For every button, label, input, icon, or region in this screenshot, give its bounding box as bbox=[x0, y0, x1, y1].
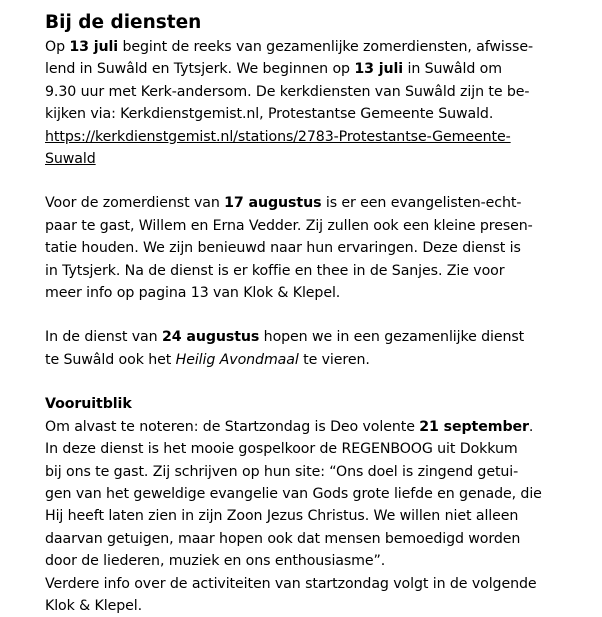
paragraph-gap bbox=[45, 371, 565, 393]
text-line bbox=[45, 36, 565, 58]
text-span: In de dienst van bbox=[45, 329, 162, 346]
date-21-september: 21 september bbox=[419, 418, 529, 435]
date-17-augustus: 17 augustus bbox=[224, 195, 322, 212]
text-line: in Tytsjerk. Na de dienst is er koffie en thee in de Sanjes. Zie voor bbox=[45, 262, 505, 279]
link-text[interactable]: Suwald bbox=[45, 151, 96, 168]
text-span: Om alvast te noteren: de Startzondag is Deo volente bbox=[45, 418, 420, 435]
text-line bbox=[45, 416, 565, 438]
text-line: Verdere info over de activiteiten van startzondag volgt in de volgende bbox=[45, 575, 537, 592]
section-heading: Vooruitblik bbox=[45, 396, 132, 413]
text-line: gen van het geweldige evangelie van Gods grote liefde en genade, die bbox=[45, 485, 542, 502]
text-span: is er een evangelisten-echt- bbox=[321, 195, 522, 212]
section-vooruitblik bbox=[45, 393, 565, 617]
date-13-juli: 13 juli bbox=[69, 39, 119, 55]
text-line: kijken via: Kerkdienstgemist.nl, Protestantse Gemeente Suwald. bbox=[45, 106, 494, 123]
heilig-avondmaal: Heilig Avondmaal bbox=[175, 351, 299, 368]
text-span: lend in Suwâld en Tytsjerk. We beginnen op bbox=[45, 61, 355, 78]
text-line bbox=[45, 349, 565, 371]
text-line bbox=[45, 326, 565, 348]
date-24-augustus: 24 augustus bbox=[161, 329, 260, 346]
paragraph-gap bbox=[45, 170, 565, 192]
text-line bbox=[45, 192, 565, 214]
text-span: te Suwâld ook het bbox=[45, 351, 176, 368]
paragraph-diensten bbox=[45, 36, 565, 170]
text-span: begint de reeks van gezamenlijke zomerdiensten, afwisse- bbox=[118, 39, 533, 55]
text-line bbox=[45, 58, 565, 80]
text-span: . bbox=[528, 418, 534, 435]
paragraph-zomerdienst bbox=[45, 192, 565, 304]
text-span: in Suwâld om bbox=[403, 61, 502, 78]
article bbox=[45, 10, 565, 617]
link-text[interactable]: https://kerkdienstgemist.nl/stations/2783-Protestantse-Gemeente- bbox=[45, 128, 511, 145]
article-title: Bij de diensten bbox=[45, 12, 202, 33]
text-line: daarvan getuigen, maar hopen ook dat mensen bemoedigd worden bbox=[45, 530, 521, 547]
text-line: door de liederen, muziek en ons enthousiasme”. bbox=[45, 553, 386, 570]
text-line: meer info op pagina 13 van Klok & Klepel. bbox=[45, 285, 341, 302]
text-line: Hij heeft laten zien in zijn Zoon Jezus Christus. We willen niet alleen bbox=[45, 508, 519, 525]
text-line: 9.30 uur met Kerk-andersom. De kerkdiensten van Suwâld zijn te be- bbox=[45, 83, 530, 100]
text-span: Voor de zomerdienst van bbox=[45, 195, 225, 212]
kerkdienstgemist-link-continued[interactable] bbox=[45, 148, 565, 170]
paragraph-avondmaal bbox=[45, 326, 565, 371]
paragraph-gap bbox=[45, 304, 565, 326]
text-line: In deze dienst is het mooie gospelkoor de REGENBOOG uit Dokkum bbox=[45, 441, 518, 458]
text-line: bij ons te gast. Zij schrijven op hun site: “Ons doel is zingend getui- bbox=[45, 463, 519, 480]
date-13-juli: 13 juli bbox=[354, 61, 404, 78]
text-line: tatie houden. We zijn benieuwd naar hun ervaringen. Deze dienst is bbox=[45, 240, 521, 257]
kerkdienstgemist-link[interactable] bbox=[45, 126, 565, 148]
text-line: paar te gast, Willem en Erna Vedder. Zij zullen ook een kleine presen- bbox=[45, 217, 533, 234]
text-line: Klok & Klepel. bbox=[45, 597, 142, 614]
text-span: hopen we in een gezamenlijke dienst bbox=[259, 329, 525, 346]
text-span: te vieren. bbox=[298, 351, 370, 368]
text-span: Op bbox=[45, 39, 70, 55]
